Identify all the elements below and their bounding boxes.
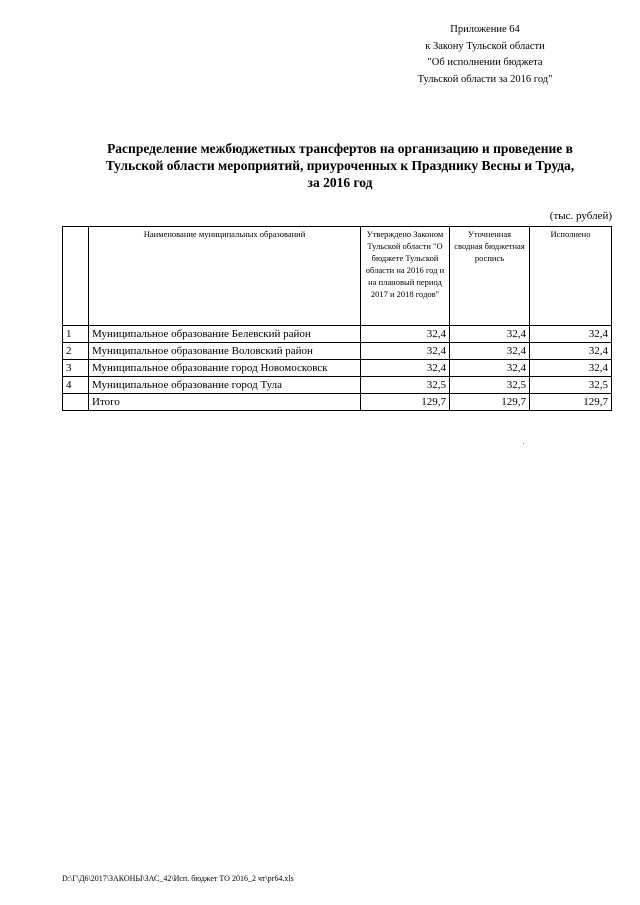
row-refined: 32,4 bbox=[450, 343, 530, 360]
appendix-line-1: Приложение 64 bbox=[450, 24, 520, 35]
row-num: 2 bbox=[63, 343, 89, 360]
total-approved: 129,7 bbox=[361, 394, 450, 411]
table-row bbox=[63, 326, 612, 343]
document-title bbox=[70, 140, 610, 191]
total-executed: 129,7 bbox=[530, 394, 612, 411]
row-executed: 32,4 bbox=[530, 360, 612, 377]
appendix-line-4: Тульской области за 2016 год" bbox=[417, 73, 553, 85]
header-executed: Исполнено bbox=[530, 227, 612, 326]
total-num bbox=[63, 394, 89, 411]
title-line-2: Тульской области мероприятий, приуроченных к Празднику Весны и Труда, bbox=[105, 158, 575, 173]
header-num bbox=[63, 227, 89, 326]
row-num: 3 bbox=[63, 360, 89, 377]
header-refined: Уточненная сводная бюджетная роспись bbox=[450, 227, 530, 326]
row-executed: 32,5 bbox=[530, 377, 612, 394]
transfers-table bbox=[62, 226, 612, 411]
table-row bbox=[63, 360, 612, 377]
row-name: Муниципальное образование город Новомосковск bbox=[89, 360, 361, 377]
row-refined: 32,5 bbox=[450, 377, 530, 394]
row-approved: 32,4 bbox=[361, 343, 450, 360]
row-num: 4 bbox=[63, 377, 89, 394]
table-header-row bbox=[63, 227, 612, 326]
row-executed: 32,4 bbox=[530, 326, 612, 343]
total-label: Итого bbox=[89, 394, 361, 411]
table-row bbox=[63, 343, 612, 360]
row-name: Муниципальное образование Воловский район bbox=[89, 343, 361, 360]
row-executed: 32,4 bbox=[530, 343, 612, 360]
row-refined: 32,4 bbox=[450, 326, 530, 343]
header-name: Наименование муниципальных образований bbox=[89, 227, 361, 326]
row-name: Муниципальное образование город Тула bbox=[89, 377, 361, 394]
scan-speck bbox=[523, 443, 524, 444]
table-row bbox=[63, 377, 612, 394]
title-line-3: за 2016 год bbox=[307, 175, 373, 190]
units-label: (тыс. рублей) bbox=[549, 210, 612, 222]
row-num: 1 bbox=[63, 326, 89, 343]
appendix-line-2: к Закону Тульской области bbox=[425, 40, 545, 52]
total-refined: 129,7 bbox=[450, 394, 530, 411]
total-row bbox=[63, 394, 612, 411]
row-refined: 32,4 bbox=[450, 360, 530, 377]
row-approved: 32,5 bbox=[361, 377, 450, 394]
row-approved: 32,4 bbox=[361, 360, 450, 377]
header-approved: Утверждено Законом Тульской области "О бюджете Тульской области на 2016 год и на плановый период 2017 и 2018 годов" bbox=[361, 227, 450, 326]
appendix-line-3: "Об исполнении бюджета bbox=[427, 57, 543, 68]
title-line-1: Распределение межбюджетных трансфертов на организацию и проведение в bbox=[107, 141, 573, 156]
file-path-footer: D:\Г\Д6\2017\ЗАКОНЫ\ЗАС_42\Исп. бюджет ТО 2016_2 чт\pr64.xls bbox=[62, 874, 294, 883]
row-name: Муниципальное образование Белевский район bbox=[89, 326, 361, 343]
row-approved: 32,4 bbox=[361, 326, 450, 343]
appendix-header bbox=[395, 22, 575, 88]
